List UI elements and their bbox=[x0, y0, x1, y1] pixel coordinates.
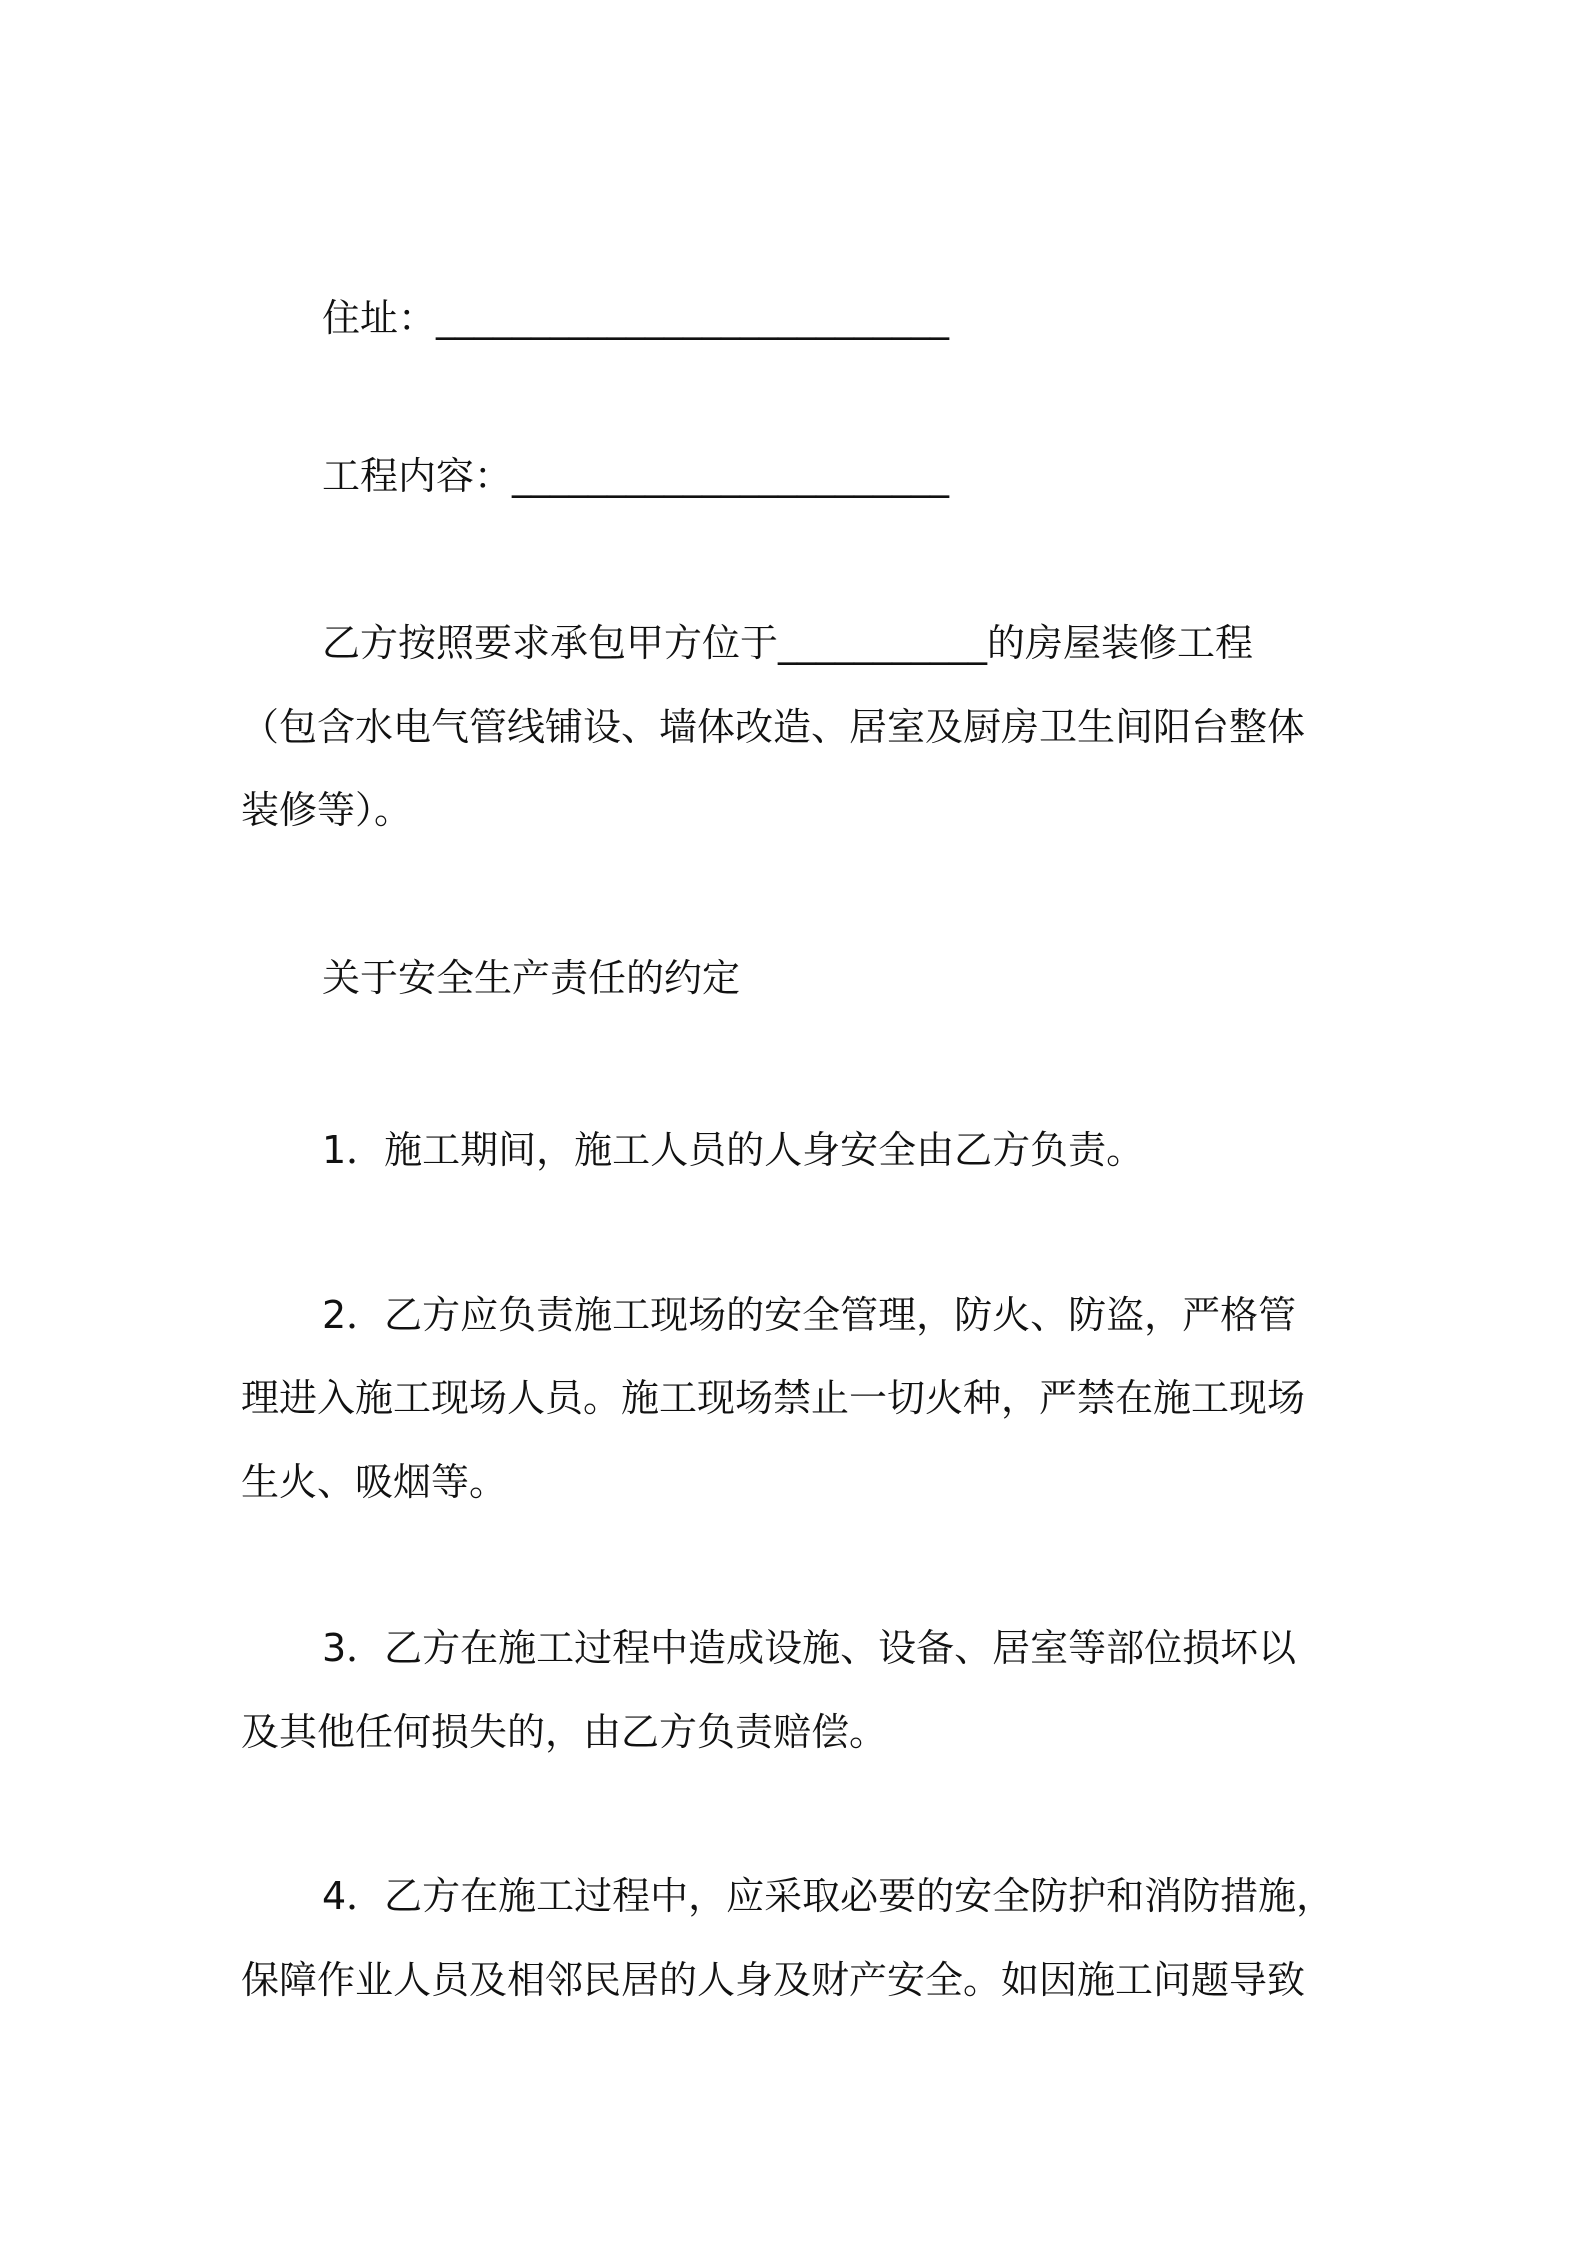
item-3-line-1: 3．乙方在施工过程中造成设施、设备、居室等部位损坏以 bbox=[322, 1626, 1297, 1670]
paragraph-1-line-1: 乙方按照要求承包甲方位于___________的房屋装修工程 bbox=[322, 621, 1254, 665]
address-line: 住址：___________________________ bbox=[322, 296, 950, 340]
section-heading: 关于安全生产责任的约定 bbox=[322, 956, 741, 1000]
item-2-line-2: 理进入施工现场人员。施工现场禁止一切火种，严禁在施工现场 bbox=[241, 1376, 1306, 1420]
item-4-line-1: 4．乙方在施工过程中，应采取必要的安全防护和消防措施， bbox=[322, 1874, 1335, 1918]
paragraph-1-line-3: 装修等）。 bbox=[241, 788, 413, 832]
paragraph-1-line-2: （包含水电气管线铺设、墙体改造、居室及厨房卫生间阳台整体 bbox=[241, 705, 1306, 749]
item-1-line-1: 1．施工期间，施工人员的人身安全由乙方负责。 bbox=[322, 1128, 1145, 1172]
item-4-line-2: 保障作业人员及相邻民居的人身及财产安全。如因施工问题导致 bbox=[241, 1958, 1306, 2002]
item-2-line-3: 生火、吸烟等。 bbox=[241, 1460, 508, 1504]
item-2-line-1: 2．乙方应负责施工现场的安全管理，防火、防盗，严格管 bbox=[322, 1293, 1297, 1337]
project-content-line: 工程内容：_______________________ bbox=[322, 454, 950, 498]
item-3-line-2: 及其他任何损失的，由乙方负责赔偿。 bbox=[241, 1710, 888, 1754]
